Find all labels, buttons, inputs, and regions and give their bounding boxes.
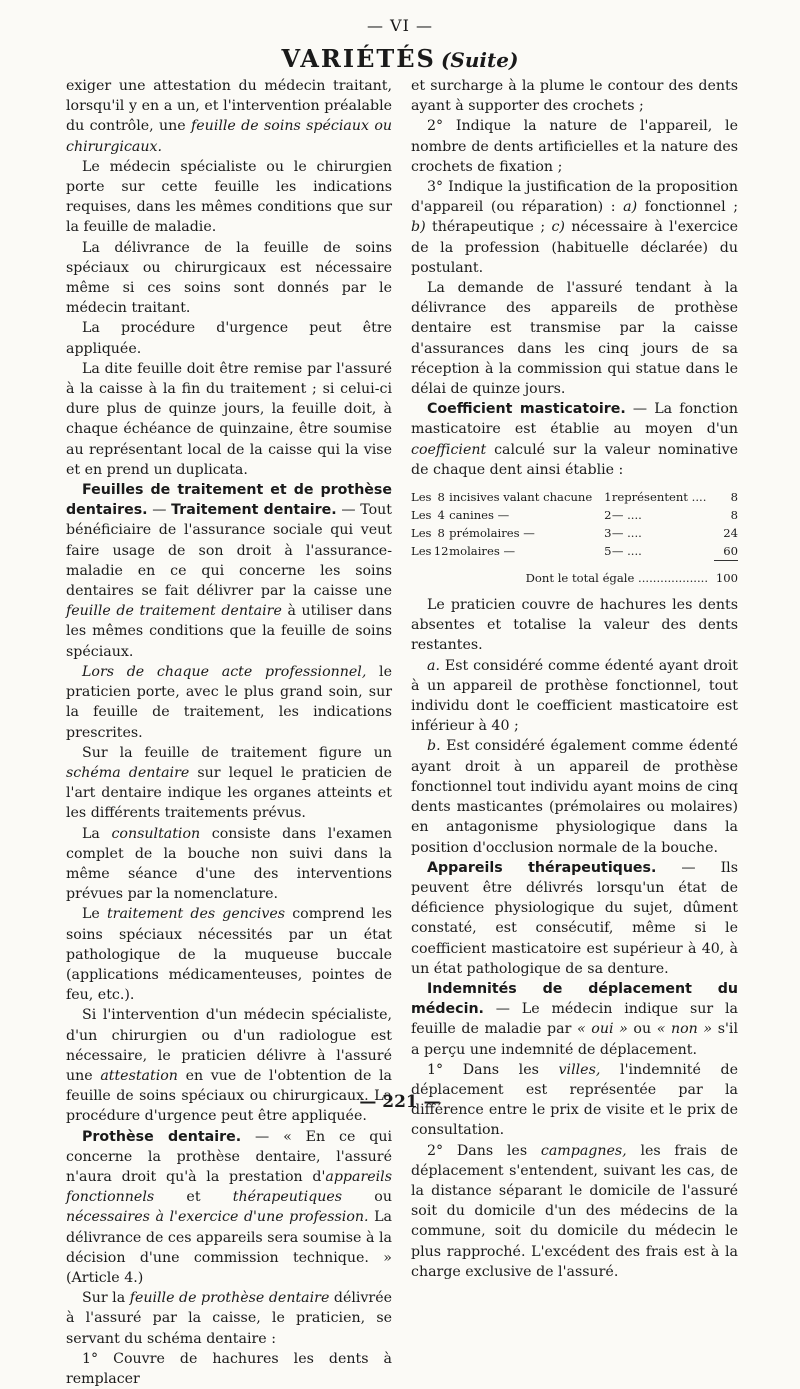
paragraph: 3° Indique la justification de la proposition d'appareil (ou réparation) : a) fonctionnel ; b) thérapeutique ; c) nécessaire à l'exercice de la profession (habituelle déclarée) du postulant.	[411, 179, 738, 276]
paragraph: 1° Dans les villes, l'indemnité de déplacement est représentée par la différence entre le prix de visite et le prix de consultation.	[411, 1061, 738, 1139]
paragraph: La consultation consiste dans l'examen complet de la bouche non suivi dans la même séance d'une des interventions prévues par la nomenclature.	[66, 825, 393, 903]
section-heading: Indemnités de déplacement du médecin.	[411, 980, 738, 1018]
table-row: Les 8 prémolaires — 3 — .... 24	[411, 526, 738, 541]
paragraph: et surcharge à la plume le contour des dents ayant à supporter des crochets ;	[411, 78, 738, 115]
page-roman-numeral: — VI —	[366, 16, 434, 35]
paragraph: Prothèse dentaire. — « En ce qui concerne la prothèse dentaire, l'assuré n'aura droit qu'à la prestation d'appareils fonctionnels et thérapeutiques ou nécessaires à l'exercice d'une profession. La délivrance de ces appareils sera soumise à la décision d'une commission technique. » (Article 4.)	[66, 1128, 392, 1286]
section-heading: Prothèse dentaire.	[82, 1128, 242, 1145]
paragraph: Le praticien couvre de hachures les dents absentes et totalise la valeur des dents restantes.	[411, 597, 738, 654]
paragraph: Sur la feuille de traitement figure un schéma dentaire sur lequel le praticien de l'art dentaire indique les organes atteints et les différents traitements prévus.	[66, 744, 392, 822]
section-title: VARIÉTÉS	[281, 44, 436, 73]
section-heading: Coefficient masticatoire.	[427, 401, 626, 418]
left-column	[66, 76, 392, 1389]
paragraph: Si l'intervention d'un médecin spécialiste, d'un chirurgien ou d'un radiologue est nécessaire, le praticien délivre à l'assuré une attestation en vue de l'obtention de la feuille de soins spéciaux ou chirurgicaux. La procédure d'urgence peut être appliquée.	[66, 1007, 392, 1125]
paragraph: La demande de l'assuré tendant à la délivrance des appareils de prothèse dentaire est transmise par la caisse d'assurances dans les cinq jours de sa réception à la commission qui statue dans le délai de quinze jours.	[411, 280, 738, 398]
paragraph: Coefficient masticatoire. — La fonction masticatoire est établie au moyen d'un coefficient calculé sur la valeur nominative de chaque dent ainsi établie :	[411, 401, 738, 478]
section-heading: Appareils thérapeutiques.	[427, 859, 657, 876]
paragraph: Sur la feuille de prothèse dentaire délivrée à l'assuré par la caisse, le praticien, se servant du schéma dentaire :	[66, 1290, 393, 1347]
page-number: — 221 —	[359, 1092, 441, 1112]
table-row: Les 12 molaires — 5 — .... 60	[411, 544, 738, 559]
paragraph: Le traitement des gencives comprend les soins spéciaux nécessités par un état pathologique de la muqueuse buccale (applications médicamenteuses, pointes de feu, etc.).	[66, 906, 393, 1004]
coefficient-table	[411, 488, 738, 587]
paragraph: Appareils thérapeutiques. — Ils peuvent être délivrés lorsqu'un état de déficience physiologique du sujet, dûment constaté, est consécutif, même si le coefficient masticatoire est supérieur à 40, à un état pathologique de sa denture.	[411, 859, 738, 977]
paragraph: Le médecin spécialiste ou le chirurgien porte sur cette feuille les indications requises, dans les mêmes conditions que sur la feuille de maladie.	[66, 158, 392, 236]
paragraph: Lors de chaque acte professionnel, le praticien porte, avec le plus grand soin, sur la feuille de traitement, les indications prescrites.	[66, 663, 392, 741]
table-total-row: Dont le total égale ................... 100	[525, 571, 738, 586]
section-header	[0, 44, 800, 73]
paragraph: La dite feuille doit être remise par l'assuré à la caisse à la fin du traitement ; si celui-ci dure plus de quinze jours, la feuille doit, à chaque échéance de quinzaine, être soumise au représentant local de la caisse qui la vise et en prend un duplicata.	[66, 360, 392, 478]
paragraph: 1° Couvre de hachures les dents à remplacer	[66, 1350, 392, 1387]
section-title-suffix: (Suite)	[440, 48, 519, 72]
table-row: Les 4 canines — 2 — .... 8	[411, 508, 738, 523]
paragraph: La délivrance de la feuille de soins spéciaux ou chirurgicaux est nécessaire même si ces soins sont donnés par le médecin traitant.	[66, 239, 392, 317]
table-row: Les 8 incisives valant chacune 1 représentent .... 8	[411, 490, 738, 505]
paragraph: 2° Indique la nature de l'appareil, le nombre de dents artificielles et la nature des crochets de fixation ;	[411, 118, 738, 175]
section-heading: Feuilles de traitement et de prothèse dentaires.	[66, 482, 392, 519]
table-rule	[411, 561, 738, 570]
section-heading: Traitement dentaire.	[171, 502, 337, 519]
paragraph: a. Est considéré comme édenté ayant droit à un appareil de prothèse fonctionnel, tout individu dont le coefficient masticatoire est inférieur à 40 ;	[411, 657, 738, 735]
paragraph: La procédure d'urgence peut être appliquée.	[66, 320, 392, 357]
paragraph: Indemnités de déplacement du médecin. — Le médecin indique sur la feuille de maladie par « oui » ou « non » s'il a perçu une indemnité de déplacement.	[411, 980, 738, 1058]
paragraph: 2° Dans les campagnes, les frais de déplacement s'entendent, suivant les cas, de la distance séparant le domicile de l'assuré soit du domicile d'un des médecins de la commune, soit du domicile du médecin le plus rapproché. L'excédent des frais est à la charge exclusive de l'assuré.	[411, 1142, 738, 1280]
paragraph: Feuilles de traitement et de prothèse dentaires. — Traitement dentaire. — Tout bénéficiaire de l'assurance sociale qui veut faire usage de son droit à l'assurance-maladie en ce qui concerne les soins dentaires se fait délivrer par la caisse une feuille de traitement dentaire à utiliser dans les mêmes conditions que la feuille de soins spéciaux.	[66, 482, 393, 660]
paragraph: exiger une attestation du médecin traitant, lorsqu'il y en a un, et l'intervention préalable du contrôle, une feuille de soins spéciaux ou chirurgicaux.	[66, 78, 392, 155]
paragraph: b. Est considéré également comme édenté ayant droit à un appareil de prothèse fonctionnel tout individu ayant moins de cinq dents masticantes (prémolaires ou molaires) en antagonisme physiologique dans la position d'occlusion normale de la bouche.	[411, 738, 738, 856]
